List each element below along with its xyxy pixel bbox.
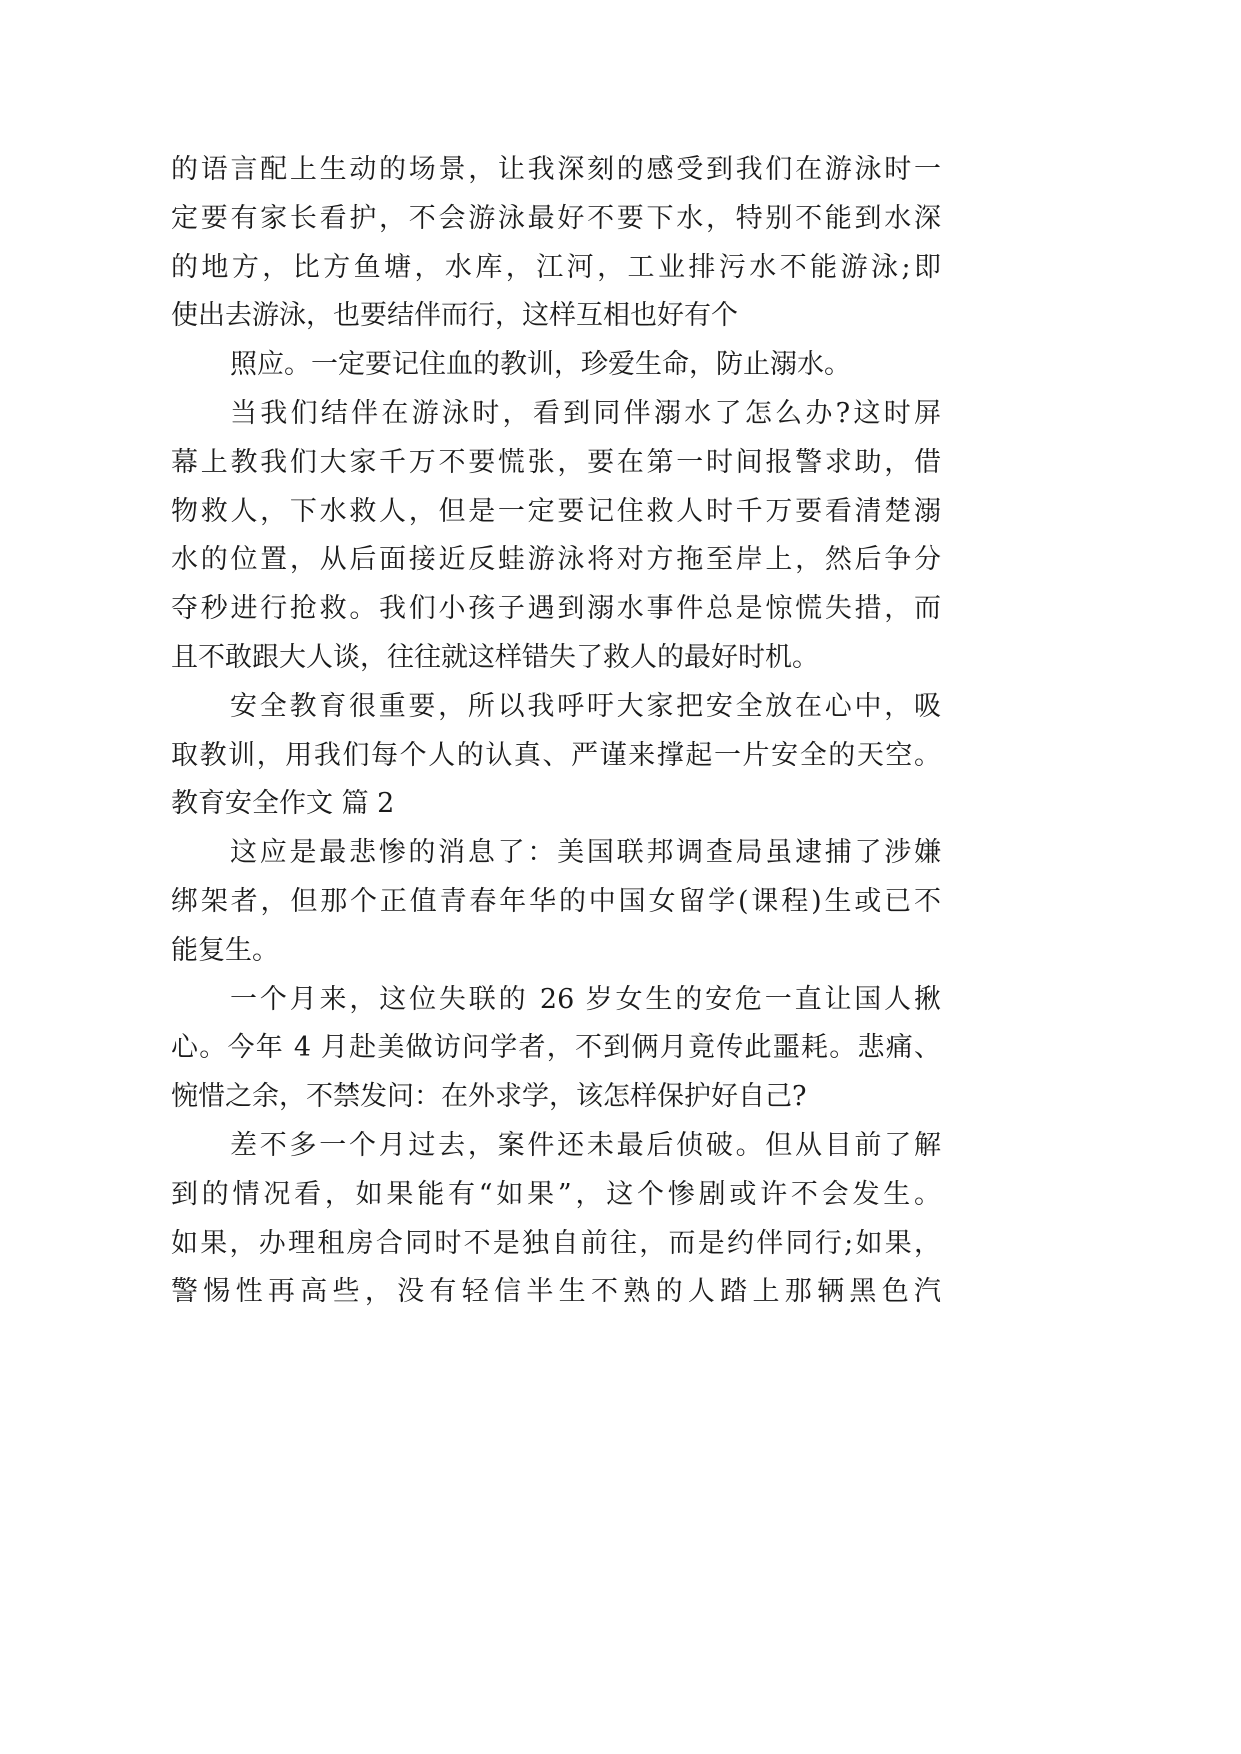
text-line: 能复生。 bbox=[171, 934, 279, 966]
text-line: 差不多一个月过去，案件还未最后侦破。但从目前了解 bbox=[230, 1129, 941, 1161]
text-line: 安全教育很重要，所以我呼吁大家把安全放在心中，吸 bbox=[230, 690, 941, 722]
text-line: 且不敢跟大人谈，往往就这样错失了救人的最好时机。 bbox=[171, 641, 819, 673]
text-line: 到的情况看，如果能有“如果”，这个惨剧或许不会发生。 bbox=[171, 1178, 941, 1210]
text-line: 水的位置，从后面接近反蛙游泳将对方拖至岸上，然后争分 bbox=[171, 544, 941, 576]
text-line: 使出去游泳，也要结伴而行，这样互相也好有个 bbox=[171, 300, 738, 332]
text-line: 夺秒进行抢救。我们小孩子遇到溺水事件总是惊慌失措，而 bbox=[171, 593, 941, 625]
section-heading: 教育安全作文 篇 2 bbox=[171, 788, 395, 820]
text-line: 警惕性再高些，没有轻信半生不熟的人踏上那辆黑色汽 bbox=[171, 1276, 941, 1308]
text-line: 照应。一定要记住血的教训，珍爱生命，防止溺水。 bbox=[230, 349, 851, 381]
text-line: 惋惜之余，不禁发问：在外求学，该怎样保护好自己? bbox=[171, 1081, 807, 1113]
text-line: 定要有家长看护，不会游泳最好不要下水，特别不能到水深 bbox=[171, 202, 941, 234]
text-line: 的语言配上生动的场景，让我深刻的感受到我们在游泳时一 bbox=[171, 154, 941, 185]
text-line: 心。今年 4 月赴美做访问学者，不到俩月竟传此噩耗。悲痛、 bbox=[171, 1032, 941, 1064]
document-body bbox=[171, 146, 941, 1317]
text-line: 的地方，比方鱼塘，水库，江河，工业排污水不能游泳;即 bbox=[171, 251, 941, 283]
text-line: 一个月来，这位失联的 26 岁女生的安危一直让国人揪 bbox=[230, 983, 941, 1015]
text-line: 物救人，下水救人，但是一定要记住救人时千万要看清楚溺 bbox=[171, 495, 941, 527]
text-line: 取教训，用我们每个人的认真、严谨来撑起一片安全的天空。 bbox=[171, 739, 941, 771]
text-line: 如果，办理租房合同时不是独自前往，而是约伴同行;如果， bbox=[171, 1227, 941, 1259]
text-line: 这应是最悲惨的消息了：美国联邦调查局虽逮捕了涉嫌 bbox=[230, 837, 941, 869]
text-line: 绑架者，但那个正值青春年华的中国女留学(课程)生或已不 bbox=[171, 885, 941, 917]
text-line: 幕上教我们大家千万不要慌张，要在第一时间报警求助，借 bbox=[171, 446, 941, 478]
text-line: 当我们结伴在游泳时，看到同伴溺水了怎么办?这时屏 bbox=[230, 397, 941, 429]
